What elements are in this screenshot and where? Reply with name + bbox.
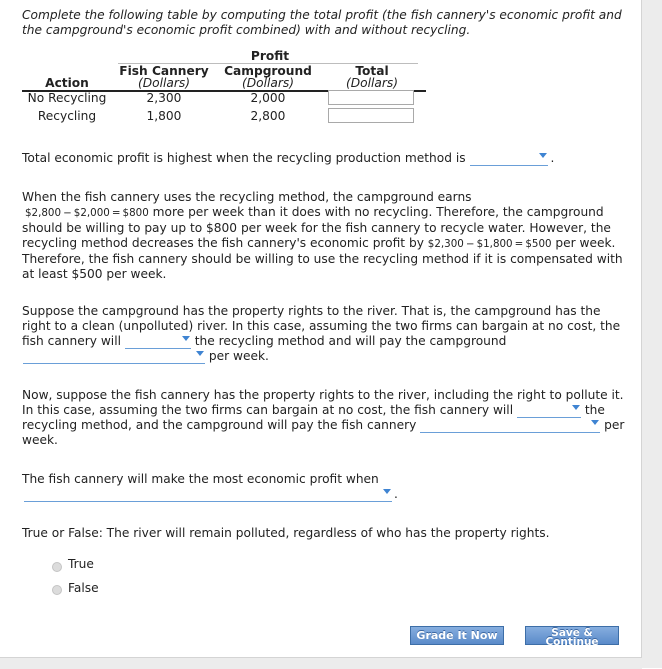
grade-it-now-button[interactable]: Grade It Now — [410, 626, 504, 645]
col-units-campground: (Dollars) — [242, 76, 294, 90]
explanation-paragraph — [22, 190, 627, 282]
option-false-label: False — [68, 581, 99, 595]
question-true-false — [22, 526, 627, 541]
cannery-action-dropdown-2[interactable] — [517, 404, 581, 418]
save-label-line-2: Continue — [545, 636, 599, 648]
p1-line-4: recycling method decreases the fish cannery's economic profit by — [22, 236, 428, 250]
p1-line-3: should be willing to pay up to $800 per week for the fish cannery to recycle water. However, the — [22, 221, 611, 235]
q4-period: . — [394, 487, 398, 501]
cannery-rights-paragraph — [22, 388, 627, 448]
recycling-method-dropdown[interactable] — [470, 152, 548, 166]
campground-rights-paragraph — [22, 304, 627, 364]
instructions — [22, 8, 622, 38]
chevron-down-icon — [196, 351, 204, 356]
cell-camp-recycling: 2,800 — [250, 109, 286, 123]
cell-fish-recycling: 1,800 — [146, 109, 182, 123]
col-units-total: (Dollars) — [346, 76, 398, 90]
p3-line-2: In this case, assuming the two firms can bargain at no cost, the fish cannery will — [22, 403, 514, 417]
p3-line-1: Now, suppose the fish cannery has the property rights to the river, including the right to pollute it. — [22, 388, 624, 402]
p3-line-3: recycling method, and the campground will pay the fish cannery — [22, 418, 417, 432]
right-frame — [641, 0, 662, 668]
chevron-down-icon — [182, 336, 190, 341]
col-header-total: Total — [355, 64, 389, 78]
option-true-label: True — [68, 557, 94, 571]
payment-to-campground-dropdown[interactable] — [23, 350, 205, 364]
chevron-down-icon — [539, 153, 547, 158]
chevron-down-icon — [572, 405, 580, 410]
p3-line-2-end: the — [584, 403, 605, 417]
radio-true[interactable] — [52, 562, 62, 572]
cell-fish-no-recycling: 2,300 — [146, 91, 182, 105]
p2-line-3: fish cannery will — [22, 334, 121, 348]
p1-line-6: at least $500 per week. — [22, 267, 167, 281]
instructions-line-2: the campground's economic profit combined) with and without recycling. — [22, 23, 471, 37]
question-most-profit — [22, 472, 627, 502]
col-header-fish-cannery: Fish Cannery — [119, 64, 209, 78]
math-cannery-loss: $2,300 − $1,800 = $500 — [427, 238, 552, 250]
p2-line-4-end: per week. — [208, 349, 269, 363]
p2-line-2: right to a clean (unpolluted) river. In this case, assuming the two firms can bargain at no cost, the — [22, 319, 621, 333]
bottom-frame — [0, 657, 642, 669]
most-profit-dropdown[interactable] — [24, 488, 392, 502]
p2-line-1: Suppose the campground has the property rights to the river. That is, the campground has the — [22, 304, 601, 318]
q1-period: . — [550, 151, 555, 165]
cell-camp-no-recycling: 2,000 — [250, 91, 286, 105]
q1-text: Total economic profit is highest when the recycling production method is — [22, 151, 466, 165]
radio-false[interactable] — [52, 585, 62, 595]
total-input-no-recycling[interactable] — [328, 90, 414, 105]
chevron-down-icon — [383, 489, 391, 494]
p1-line-5: Therefore, the fish cannery should be willing to use the recycling method if it is compensated with — [22, 252, 623, 266]
p3-line-3-end: per — [604, 418, 625, 432]
profit-group-header: Profit — [250, 49, 290, 63]
col-units-fish-cannery: (Dollars) — [138, 76, 190, 90]
col-header-campground: Campground — [224, 64, 312, 78]
save-continue-button[interactable] — [525, 626, 619, 648]
question-highest-profit — [22, 151, 627, 166]
instructions-line-1: Complete the following table by computing the total profit (the fish cannery's economic profit and — [22, 8, 622, 22]
chevron-down-icon — [591, 420, 599, 425]
p1-line-1: When the fish cannery uses the recycling method, the campground earns — [22, 190, 472, 204]
cannery-action-dropdown-1[interactable] — [125, 335, 191, 349]
q5-text: True or False: The river will remain polluted, regardless of who has the property rights. — [22, 526, 550, 540]
row-label-no-recycling: No Recycling — [27, 91, 107, 105]
row-label-recycling: Recycling — [37, 109, 97, 123]
payment-to-cannery-dropdown[interactable] — [420, 419, 600, 433]
col-header-action: Action — [45, 76, 89, 90]
total-input-recycling[interactable] — [328, 108, 414, 123]
p1-line-2: more per week than it does with no recycling. Therefore, the campground — [148, 205, 604, 219]
p2-line-3-end: the recycling method and will pay the campground — [194, 334, 507, 348]
p3-line-4: week. — [22, 433, 58, 447]
p1-line-4-end: per week. — [551, 236, 616, 250]
q4-text: The fish cannery will make the most economic profit when — [22, 472, 379, 486]
save-label-line-1: Save & — [551, 627, 593, 639]
math-campground-gain: $2,800 − $2,000 = $800 — [25, 207, 149, 219]
